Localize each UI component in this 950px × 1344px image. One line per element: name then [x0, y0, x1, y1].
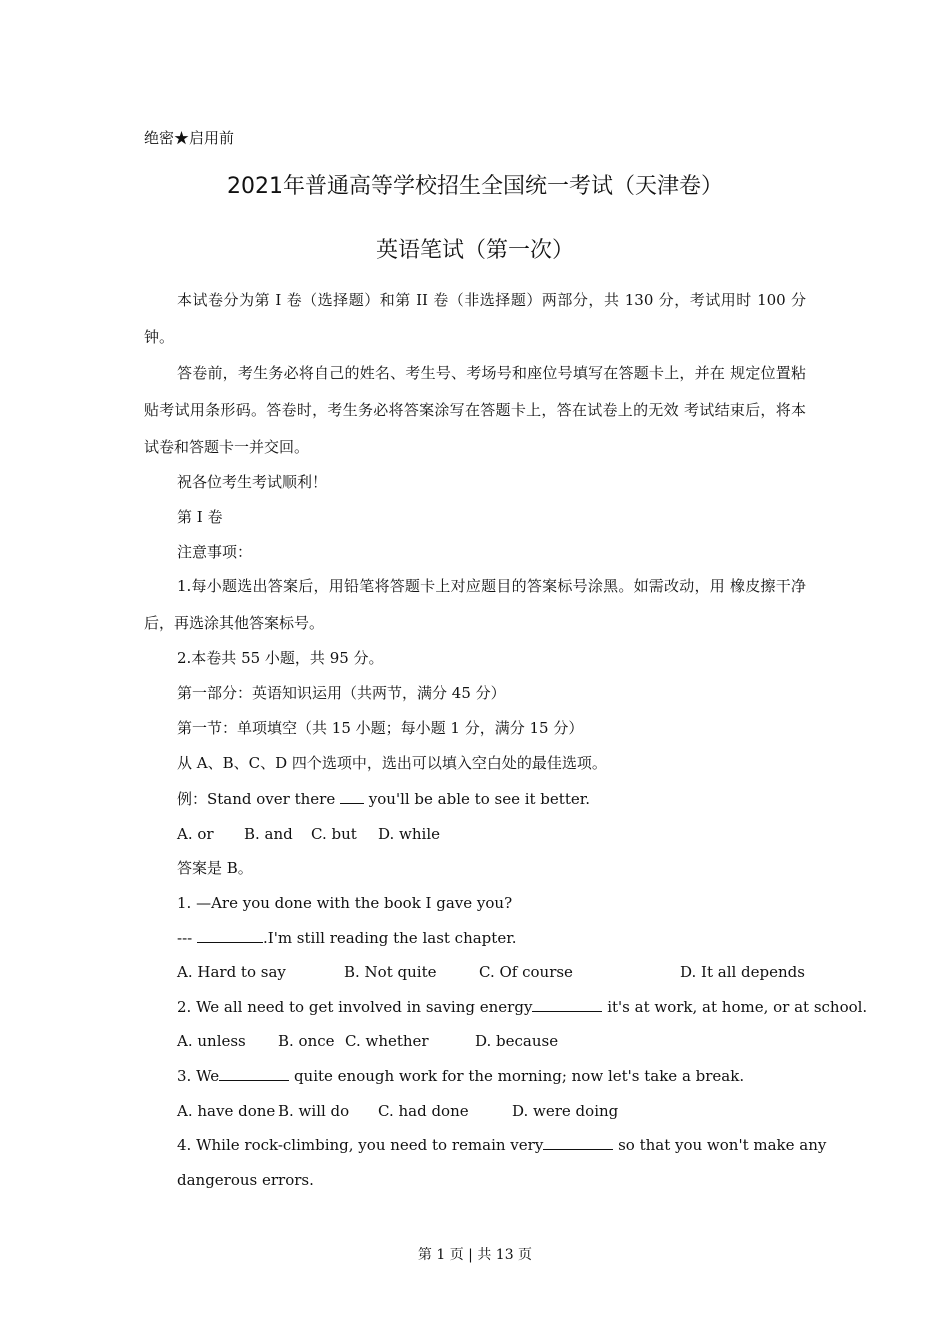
instructions-paragraph: 答卷前，考生务必将自己的姓名、考生号、考场号和座位号填写在答题卡上，并在 规定位置粘贴考试用条形码。答卷时，考生务必将答案涂写在答题卡上，答在试卷上的无效 考试结束后，将本试卷和答题卡一并交回。 — [144, 364, 806, 456]
exam-subtitle: 英语笔试（第一次） — [375, 238, 574, 263]
question-1-line-2 — [177, 928, 516, 948]
question-3-stem — [177, 1066, 744, 1086]
question-1-line-1: 1. —Are you done with the book I gave you? — [177, 894, 513, 912]
example-answer: 答案是 B。 — [177, 859, 253, 877]
question-2-stem — [177, 997, 867, 1017]
example-stem-part-b: you'll be able to see it better. — [368, 790, 591, 808]
example-option-c: C. but — [311, 825, 357, 843]
question-3-option-d: D. were doing — [512, 1102, 619, 1120]
answer-blank — [219, 1066, 289, 1081]
exam-title: 2021年普通高等学校招生全国统一考试（天津卷） — [227, 174, 723, 199]
example-stem-part-a: 例：Stand over there — [177, 790, 336, 808]
question-4-stem-part-b: so that you won't make any — [618, 1136, 827, 1154]
question-4-stem-part-a: 4. While rock-climbing, you need to remain very — [177, 1136, 544, 1154]
question-2-stem-part-b: it's at work, at home, or at school. — [607, 998, 868, 1016]
question-2-option-d: D. because — [475, 1032, 559, 1050]
section1-direction: 从 A、B、C、D 四个选项中，选出可以填入空白处的最佳选项。 — [177, 754, 607, 772]
notice-heading: 注意事项： — [177, 543, 253, 561]
classification-label: 绝密★启用前 — [144, 129, 235, 147]
volume-heading: 第 I 卷 — [177, 508, 223, 526]
question-1-option-d: D. It all depends — [680, 963, 805, 981]
answer-blank — [340, 789, 364, 804]
answer-blank — [197, 928, 263, 943]
wish-line: 祝各位考生考试顺利！ — [177, 473, 328, 491]
question-3-stem-part-b: quite enough work for the morning; now let's take a break. — [293, 1067, 745, 1085]
question-4-stem — [177, 1135, 826, 1155]
question-2-option-a: A. unless — [177, 1032, 246, 1050]
part1-heading: 第一部分：英语知识运用（共两节，满分 45 分） — [177, 684, 506, 702]
notice-item-1: 1.每小题选出答案后，用铅笔将答题卡上对应题目的答案标号涂黑。如需改动，用 橡皮擦干净后，再选涂其他答案标号。 — [144, 577, 806, 632]
question-1-reply: .I'm still reading the last chapter. — [263, 929, 517, 947]
question-1-option-a: A. Hard to say — [177, 963, 286, 981]
question-3-stem-part-a: 3. We — [177, 1067, 220, 1085]
example-option-a: A. or — [177, 825, 214, 843]
example-option-d: D. while — [378, 825, 440, 843]
notice-item-2: 2.本卷共 55 小题，共 95 分。 — [177, 649, 384, 667]
question-3-option-c: C. had done — [378, 1102, 469, 1120]
question-1-option-c: C. Of course — [479, 963, 573, 981]
question-4-line-2: dangerous errors. — [177, 1171, 314, 1189]
question-1-option-b: B. Not quite — [344, 963, 437, 981]
question-2-stem-part-a: 2. We all need to get involved in saving energy — [177, 998, 533, 1016]
answer-blank — [543, 1135, 613, 1150]
answer-blank — [532, 997, 602, 1012]
example-stem — [177, 789, 590, 809]
question-2-option-b: B. once — [278, 1032, 335, 1050]
intro-paragraph: 本试卷分为第 I 卷（选择题）和第 II 卷（非选择题）两部分，共 130 分，考试用时 100 分钟。 — [144, 291, 806, 346]
section1-heading: 第一节：单项填空（共 15 小题；每小题 1 分，满分 15 分） — [177, 719, 584, 737]
question-3-option-b: B. will do — [278, 1102, 350, 1120]
question-1-dash: --- — [177, 929, 193, 947]
example-option-b: B. and — [244, 825, 293, 843]
question-3-option-a: A. have done — [177, 1102, 276, 1120]
page-footer: 第 1 页 | 共 13 页 — [417, 1247, 533, 1263]
question-2-option-c: C. whether — [345, 1032, 429, 1050]
